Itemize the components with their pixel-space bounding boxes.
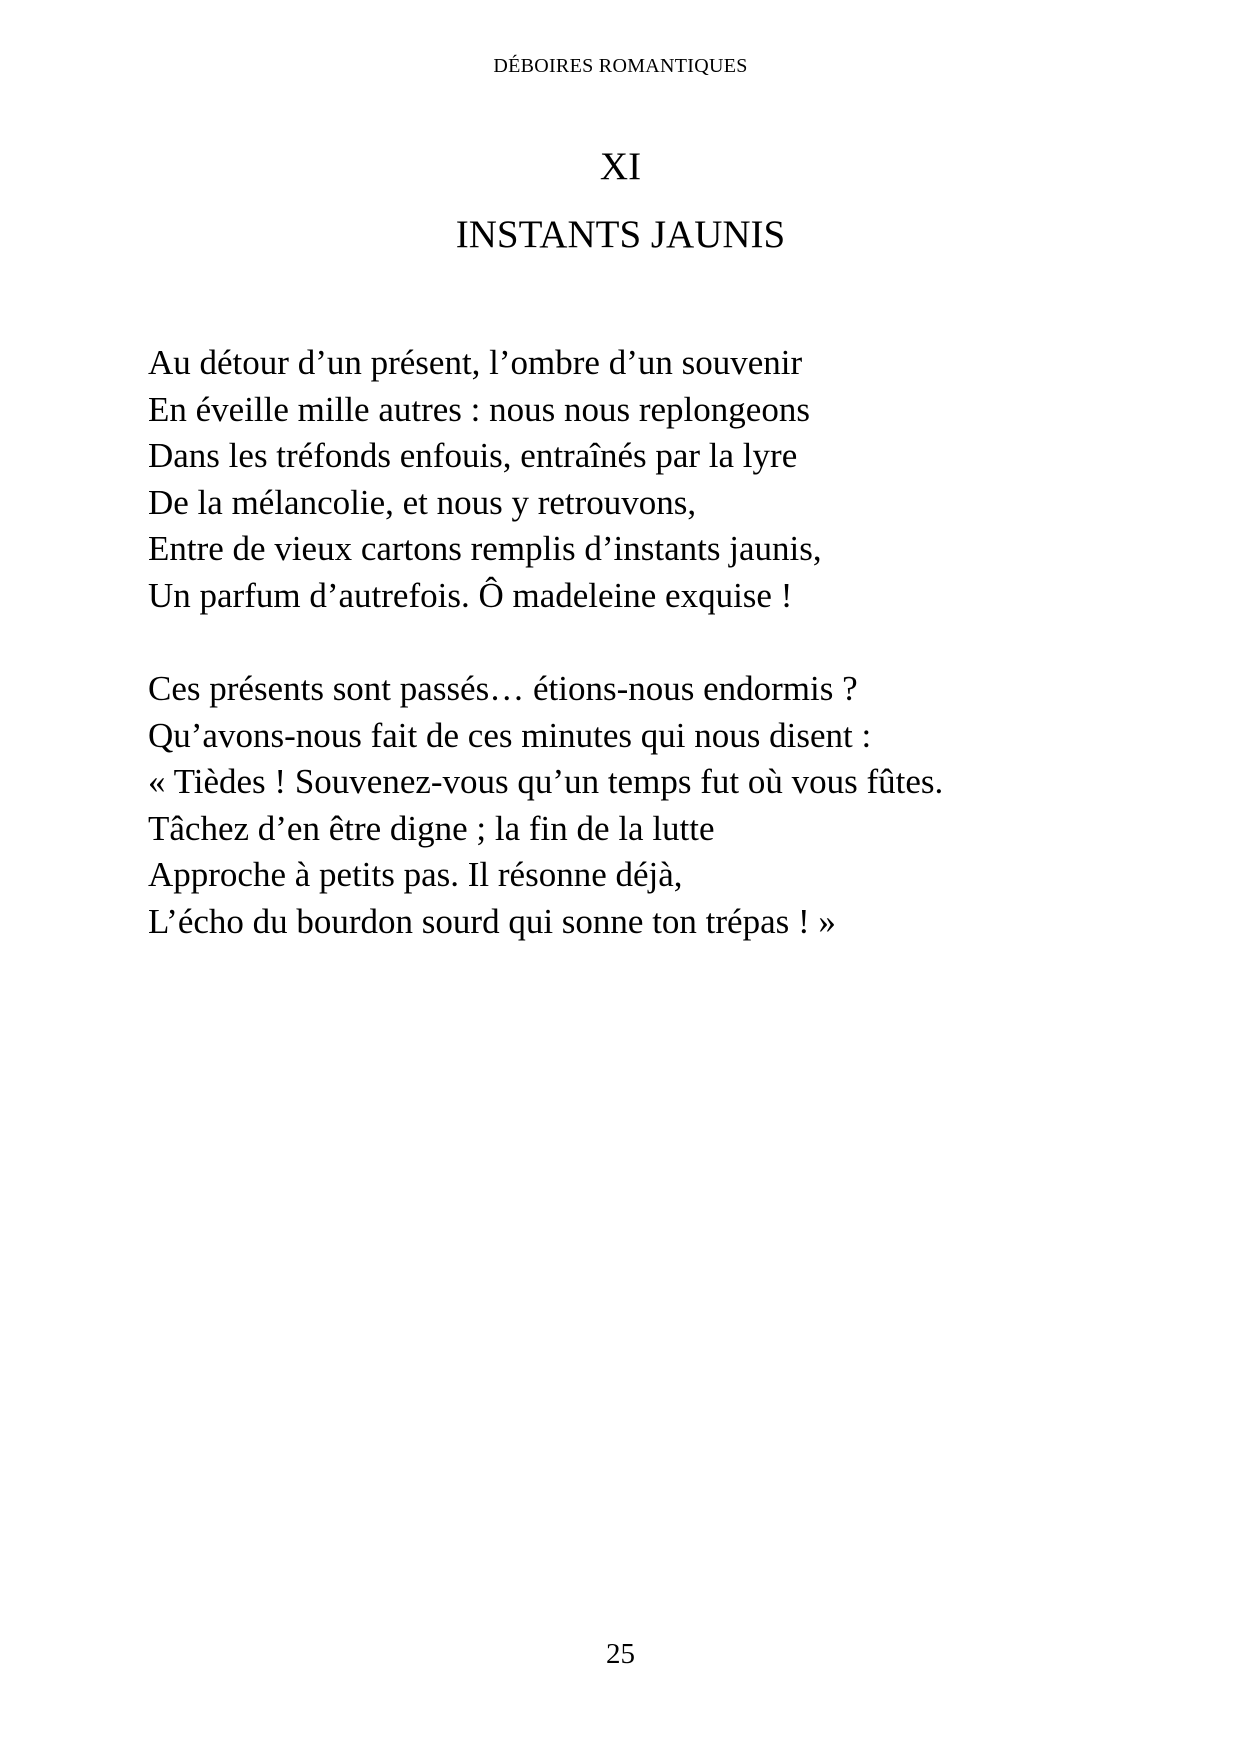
- verse-line: Un parfum d’autrefois. Ô madeleine exquise !: [148, 575, 793, 615]
- verse-line: Dans les tréfonds enfouis, entraînés par la lyre: [148, 436, 798, 475]
- verse-line: Qu’avons-nous fait de ces minutes qui nous disent :: [148, 715, 872, 755]
- verse-line: « Tièdes ! Souvenez-vous qu’un temps fut où vous fûtes.: [148, 762, 944, 801]
- poem-stanza-1: [148, 340, 1148, 619]
- verse-line: L’écho du bourdon sourd qui sonne ton trépas ! »: [148, 901, 836, 941]
- verse-line: Ces présents sont passés… étions-nous endormis ?: [148, 669, 858, 708]
- running-header: DÉBOIRES ROMANTIQUES: [493, 55, 748, 77]
- verse-line: Entre de vieux cartons remplis d’instants jaunis,: [148, 529, 822, 568]
- verse-line: Tâchez d’en être digne ; la fin de la lutte: [148, 808, 715, 848]
- verse-line: Au détour d’un présent, l’ombre d’un souvenir: [148, 343, 803, 382]
- verse-line: De la mélancolie, et nous y retrouvons,: [148, 482, 697, 522]
- page-number: 25: [606, 1638, 635, 1670]
- chapter-title: INSTANTS JAUNIS: [455, 213, 786, 256]
- poem-stanza-2: [148, 666, 1148, 945]
- chapter-number: XI: [599, 145, 642, 188]
- verse-line: Approche à petits pas. Il résonne déjà,: [148, 855, 683, 894]
- verse-line: En éveille mille autres : nous nous replongeons: [148, 389, 810, 429]
